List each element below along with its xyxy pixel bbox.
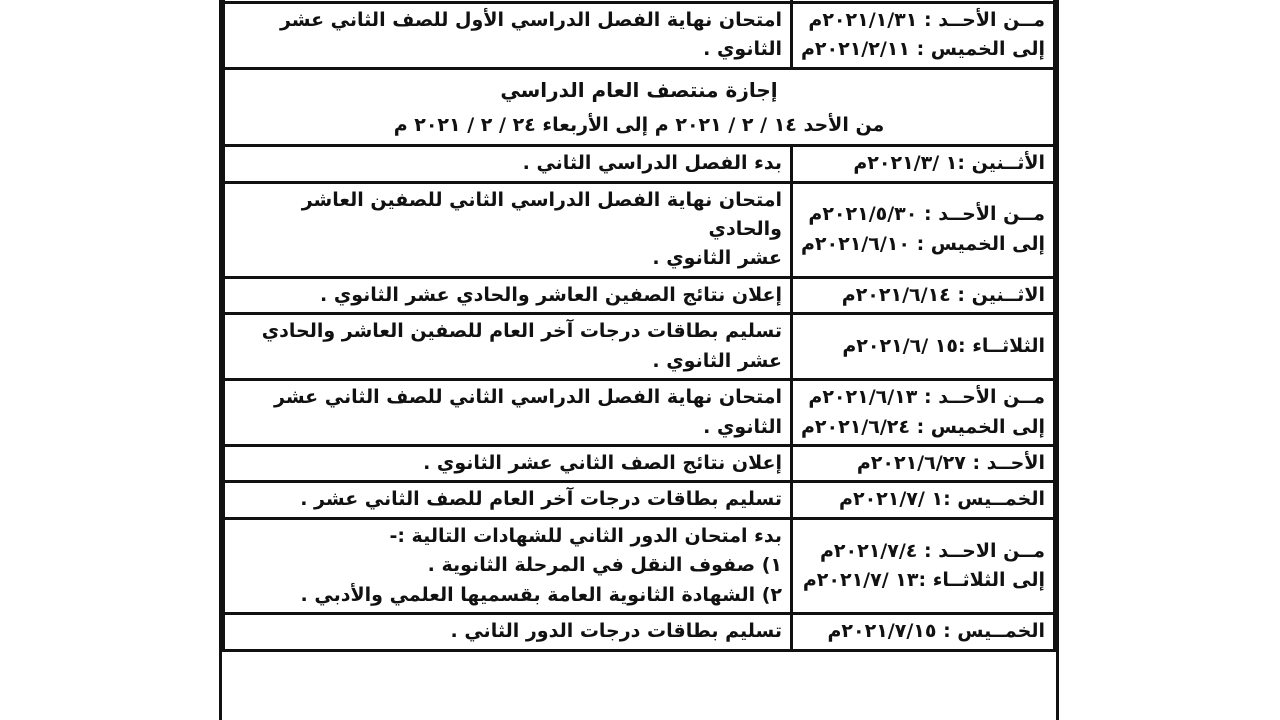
date-line: إلى الثلاثــاء :١٣ /٢٠٢١/٧م — [802, 569, 1045, 592]
table-row — [224, 518, 1055, 613]
event-cell — [224, 314, 792, 380]
event-line: عشر الثانوي . — [652, 247, 782, 270]
event-line: الثانوي . — [703, 38, 782, 61]
event-line: امتحان نهاية الفصل الدراسي الأول للصف الثاني عشر — [279, 9, 782, 31]
date-cell — [792, 277, 1055, 313]
date-cell — [792, 482, 1055, 518]
event-line: بدء الفصل الدراسي الثاني . — [522, 152, 782, 175]
academic-calendar-table — [222, 0, 1056, 652]
table-row — [224, 482, 1055, 518]
date-cell — [792, 314, 1055, 380]
holiday-cell — [224, 68, 1055, 145]
holiday-title: إجازة منتصف العام الدراسي — [500, 77, 778, 102]
date-line: إلى الخميس : ٢٠٢١/٢/١١م — [800, 38, 1045, 61]
table-row — [224, 182, 1055, 277]
event-line: ١) صفوف النقل في المرحلة الثانوية . — [427, 554, 782, 577]
date-cell — [792, 3, 1055, 69]
date-line: مــن الأحــد : ٢٠٢١/١/٣١م — [808, 9, 1045, 31]
date-line: مــن الأحــد : ٢٠٢١/٦/١٣م — [808, 386, 1045, 409]
date-cell — [792, 446, 1055, 482]
table-row — [224, 277, 1055, 313]
calendar-sheet — [219, 0, 1059, 720]
date-line: الاثــنين : ٢٠٢١/٦/١٤م — [841, 283, 1045, 306]
event-cell — [224, 380, 792, 446]
event-line: بدء امتحان الدور الثاني للشهادات التالية :- — [389, 524, 782, 547]
event-cell — [224, 614, 792, 650]
event-cell — [224, 446, 792, 482]
table-row — [224, 314, 1055, 380]
date-line: إلى الخميس : ٢٠٢١/٦/٢٤م — [800, 415, 1045, 438]
event-line: عشر الثانوي . — [652, 349, 782, 372]
event-line: ٢) الشهادة الثانوية العامة بقسميها العلمي والأدبي . — [300, 583, 782, 606]
date-cell — [792, 380, 1055, 446]
event-line: الثانوي . — [703, 415, 782, 438]
event-cell — [224, 146, 792, 182]
event-line: تسليم بطاقات درجات آخر العام للصفين العاشر والحادي — [261, 320, 782, 343]
table-row — [224, 3, 1055, 69]
date-line: الأحــد : ٢٠٢١/٦/٢٧م — [856, 452, 1045, 474]
date-line: مــن الأحــد : ٢٠٢١/٥/٣٠م — [808, 203, 1045, 226]
table-row — [224, 380, 1055, 446]
date-line: الثلاثــاء :١٥ /٢٠٢١/٦م — [842, 334, 1045, 357]
table-row — [224, 614, 1055, 650]
date-cell — [792, 146, 1055, 182]
event-cell — [224, 182, 792, 277]
date-cell — [792, 614, 1055, 650]
event-line: إعلان نتائج الصف الثاني عشر الثانوي . — [423, 452, 782, 474]
event-line: تسليم بطاقات درجات آخر العام للصف الثاني عشر . — [300, 488, 782, 511]
event-line: تسليم بطاقات درجات الدور الثاني . — [450, 620, 782, 643]
date-line: إلى الخميس : ٢٠٢١/٦/١٠م — [800, 232, 1045, 255]
event-cell — [224, 277, 792, 313]
date-line: الخمــيس :١ /٢٠٢١/٧م — [839, 488, 1045, 511]
holiday-row — [224, 68, 1055, 145]
event-cell — [224, 518, 792, 613]
event-line: امتحان نهاية الفصل الدراسي الثاني للصف الثاني عشر — [274, 386, 782, 409]
event-cell — [224, 482, 792, 518]
date-line: الخمــيس : ٢٠٢١/٧/١٥م — [827, 620, 1045, 643]
date-line: مــن الاحــد : ٢٠٢١/٧/٤م — [819, 539, 1045, 562]
event-cell — [224, 3, 792, 69]
event-line: امتحان نهاية الفصل الدراسي الثاني للصفين العاشر والحادي — [301, 188, 782, 240]
date-cell — [792, 518, 1055, 613]
table-row — [224, 146, 1055, 182]
holiday-dates: من الأحد ١٤ / ٢ / ٢٠٢١ م إلى الأربعاء ٢٤ / ٢ / ٢٠٢١ م — [393, 113, 885, 136]
date-cell — [792, 182, 1055, 277]
date-line: الأثــنين :١ /٢٠٢١/٣م — [853, 152, 1045, 175]
table-row — [224, 446, 1055, 482]
event-line: إعلان نتائج الصفين العاشر والحادي عشر الثانوي . — [320, 283, 782, 306]
